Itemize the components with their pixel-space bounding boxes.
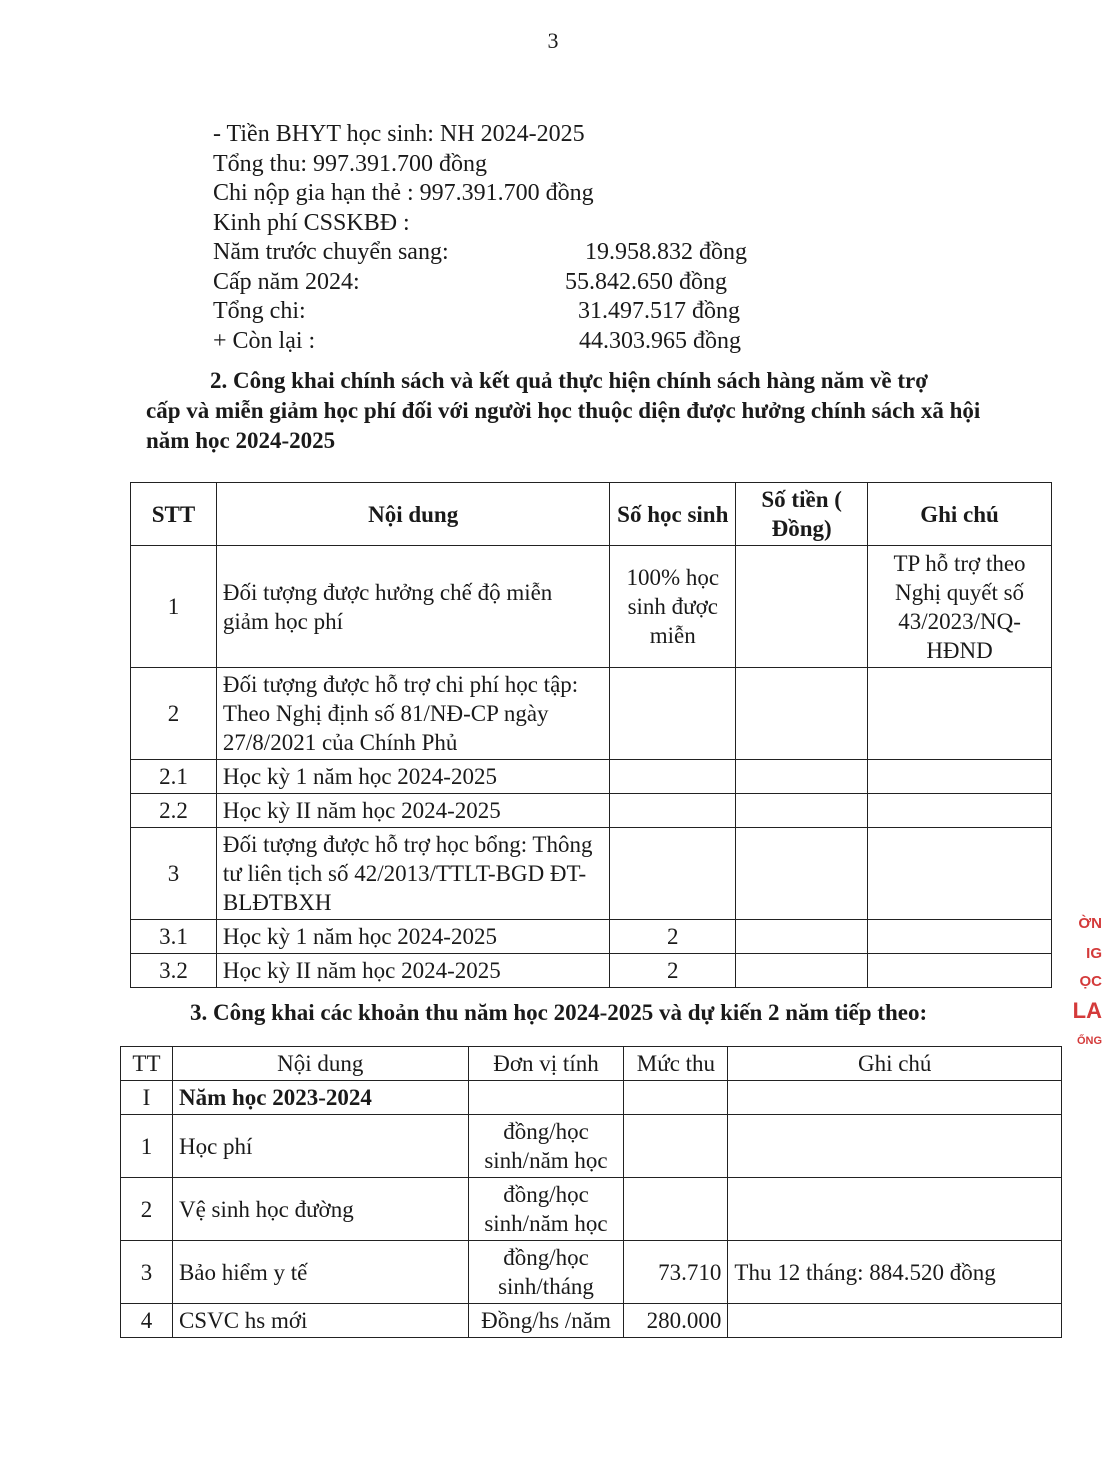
finance-line: Năm trước chuyển sang: 19.958.832 đồng	[213, 238, 594, 268]
table-header-row	[131, 483, 1052, 546]
finance-line: - Tiền BHYT học sinh: NH 2024-2025	[213, 121, 585, 147]
header-rate: Mức thu	[624, 1047, 728, 1081]
table-row: 2.1 Học kỳ 1 năm học 2024-2025	[131, 760, 1052, 794]
header-tt: TT	[121, 1047, 173, 1081]
table-row: 3.1 Học kỳ 1 năm học 2024-2025 2	[131, 920, 1052, 954]
table-row: 2 Đối tượng được hỗ trợ chi phí học tập: Theo Nghị định số 81/NĐ-CP ngày 27/8/2021 của Chính Phủ	[131, 668, 1052, 760]
table-row: 3.2 Học kỳ II năm học 2024-2025 2	[131, 954, 1052, 988]
section-2-title: 2. Công khai chính sách và kết quả thực hiện chính sách hàng năm về trợ cấp và miễn giảm học phí đối với người học thuộc diện được hưởng chính sách xã hội năm học 2024-2025	[146, 368, 981, 453]
fees-table	[120, 1046, 1062, 1338]
header-unit: Đơn vị tính	[468, 1047, 624, 1081]
page-number: 3	[547, 28, 559, 53]
finance-line: Chi nộp gia hạn thẻ : 997.391.700 đồng	[213, 180, 594, 206]
finance-amount: 31.497.517 đồng	[578, 298, 740, 324]
table-row: 1 Đối tượng được hưởng chế độ miễn giảm học phí 100% học sinh được miễn TP hỗ trợ theo Nghị quyết số 43/2023/NQ-HĐND	[131, 546, 1052, 668]
header-stt: STT	[131, 483, 217, 546]
header-students: Số học sinh	[610, 483, 736, 546]
table-row: 2.2 Học kỳ II năm học 2024-2025	[131, 794, 1052, 828]
table-row: 4 CSVC hs mới Đồng/hs /năm 280.000	[121, 1304, 1062, 1338]
header-amount: Số tiền ( Đồng)	[736, 483, 868, 546]
finance-amount: 44.303.965 đồng	[579, 327, 741, 354]
table-row: 1 Học phí đồng/học sinh/năm học	[121, 1115, 1062, 1178]
finance-line: Kinh phí CSSKBĐ :	[213, 209, 410, 236]
table-row: 2 Vệ sinh học đường đồng/học sinh/năm học	[121, 1178, 1062, 1241]
red-stamp-fragment: ỜN IG ỌC LA ỐNG	[1072, 915, 1102, 1047]
finance-amount: 19.958.832 đồng	[585, 239, 747, 265]
finance-line: Tổng thu: 997.391.700 đồng	[213, 150, 487, 177]
finance-line: Tổng chi: 31.497.517 đồng	[213, 297, 594, 327]
table-row: 3 Bảo hiểm y tế đồng/học sinh/tháng 73.710 Thu 12 tháng: 884.520 đồng	[121, 1241, 1062, 1304]
finance-summary	[213, 120, 747, 356]
header-content: Nội dung	[172, 1047, 468, 1081]
table-row: 3 Đối tượng được hỗ trợ học bổng: Thông tư liên tịch số 42/2013/TTLT-BGD ĐT-BLĐTBXH	[131, 828, 1052, 920]
table-group-row: I Năm học 2023-2024	[121, 1081, 1062, 1115]
finance-line: Cấp năm 2024: 55.842.650 đồng	[213, 268, 594, 298]
finance-amount: 55.842.650 đồng	[565, 268, 727, 295]
header-note: Ghi chú	[868, 483, 1052, 546]
header-content: Nội dung	[216, 483, 609, 546]
table-header-row	[121, 1047, 1062, 1081]
section-3-title: 3. Công khai các khoản thu năm học 2024-2025 và dự kiến 2 năm tiếp theo:	[190, 1000, 928, 1025]
header-note: Ghi chú	[728, 1047, 1062, 1081]
finance-line: + Còn lại : 44.303.965 đồng	[213, 327, 594, 357]
policy-table	[130, 482, 1052, 988]
